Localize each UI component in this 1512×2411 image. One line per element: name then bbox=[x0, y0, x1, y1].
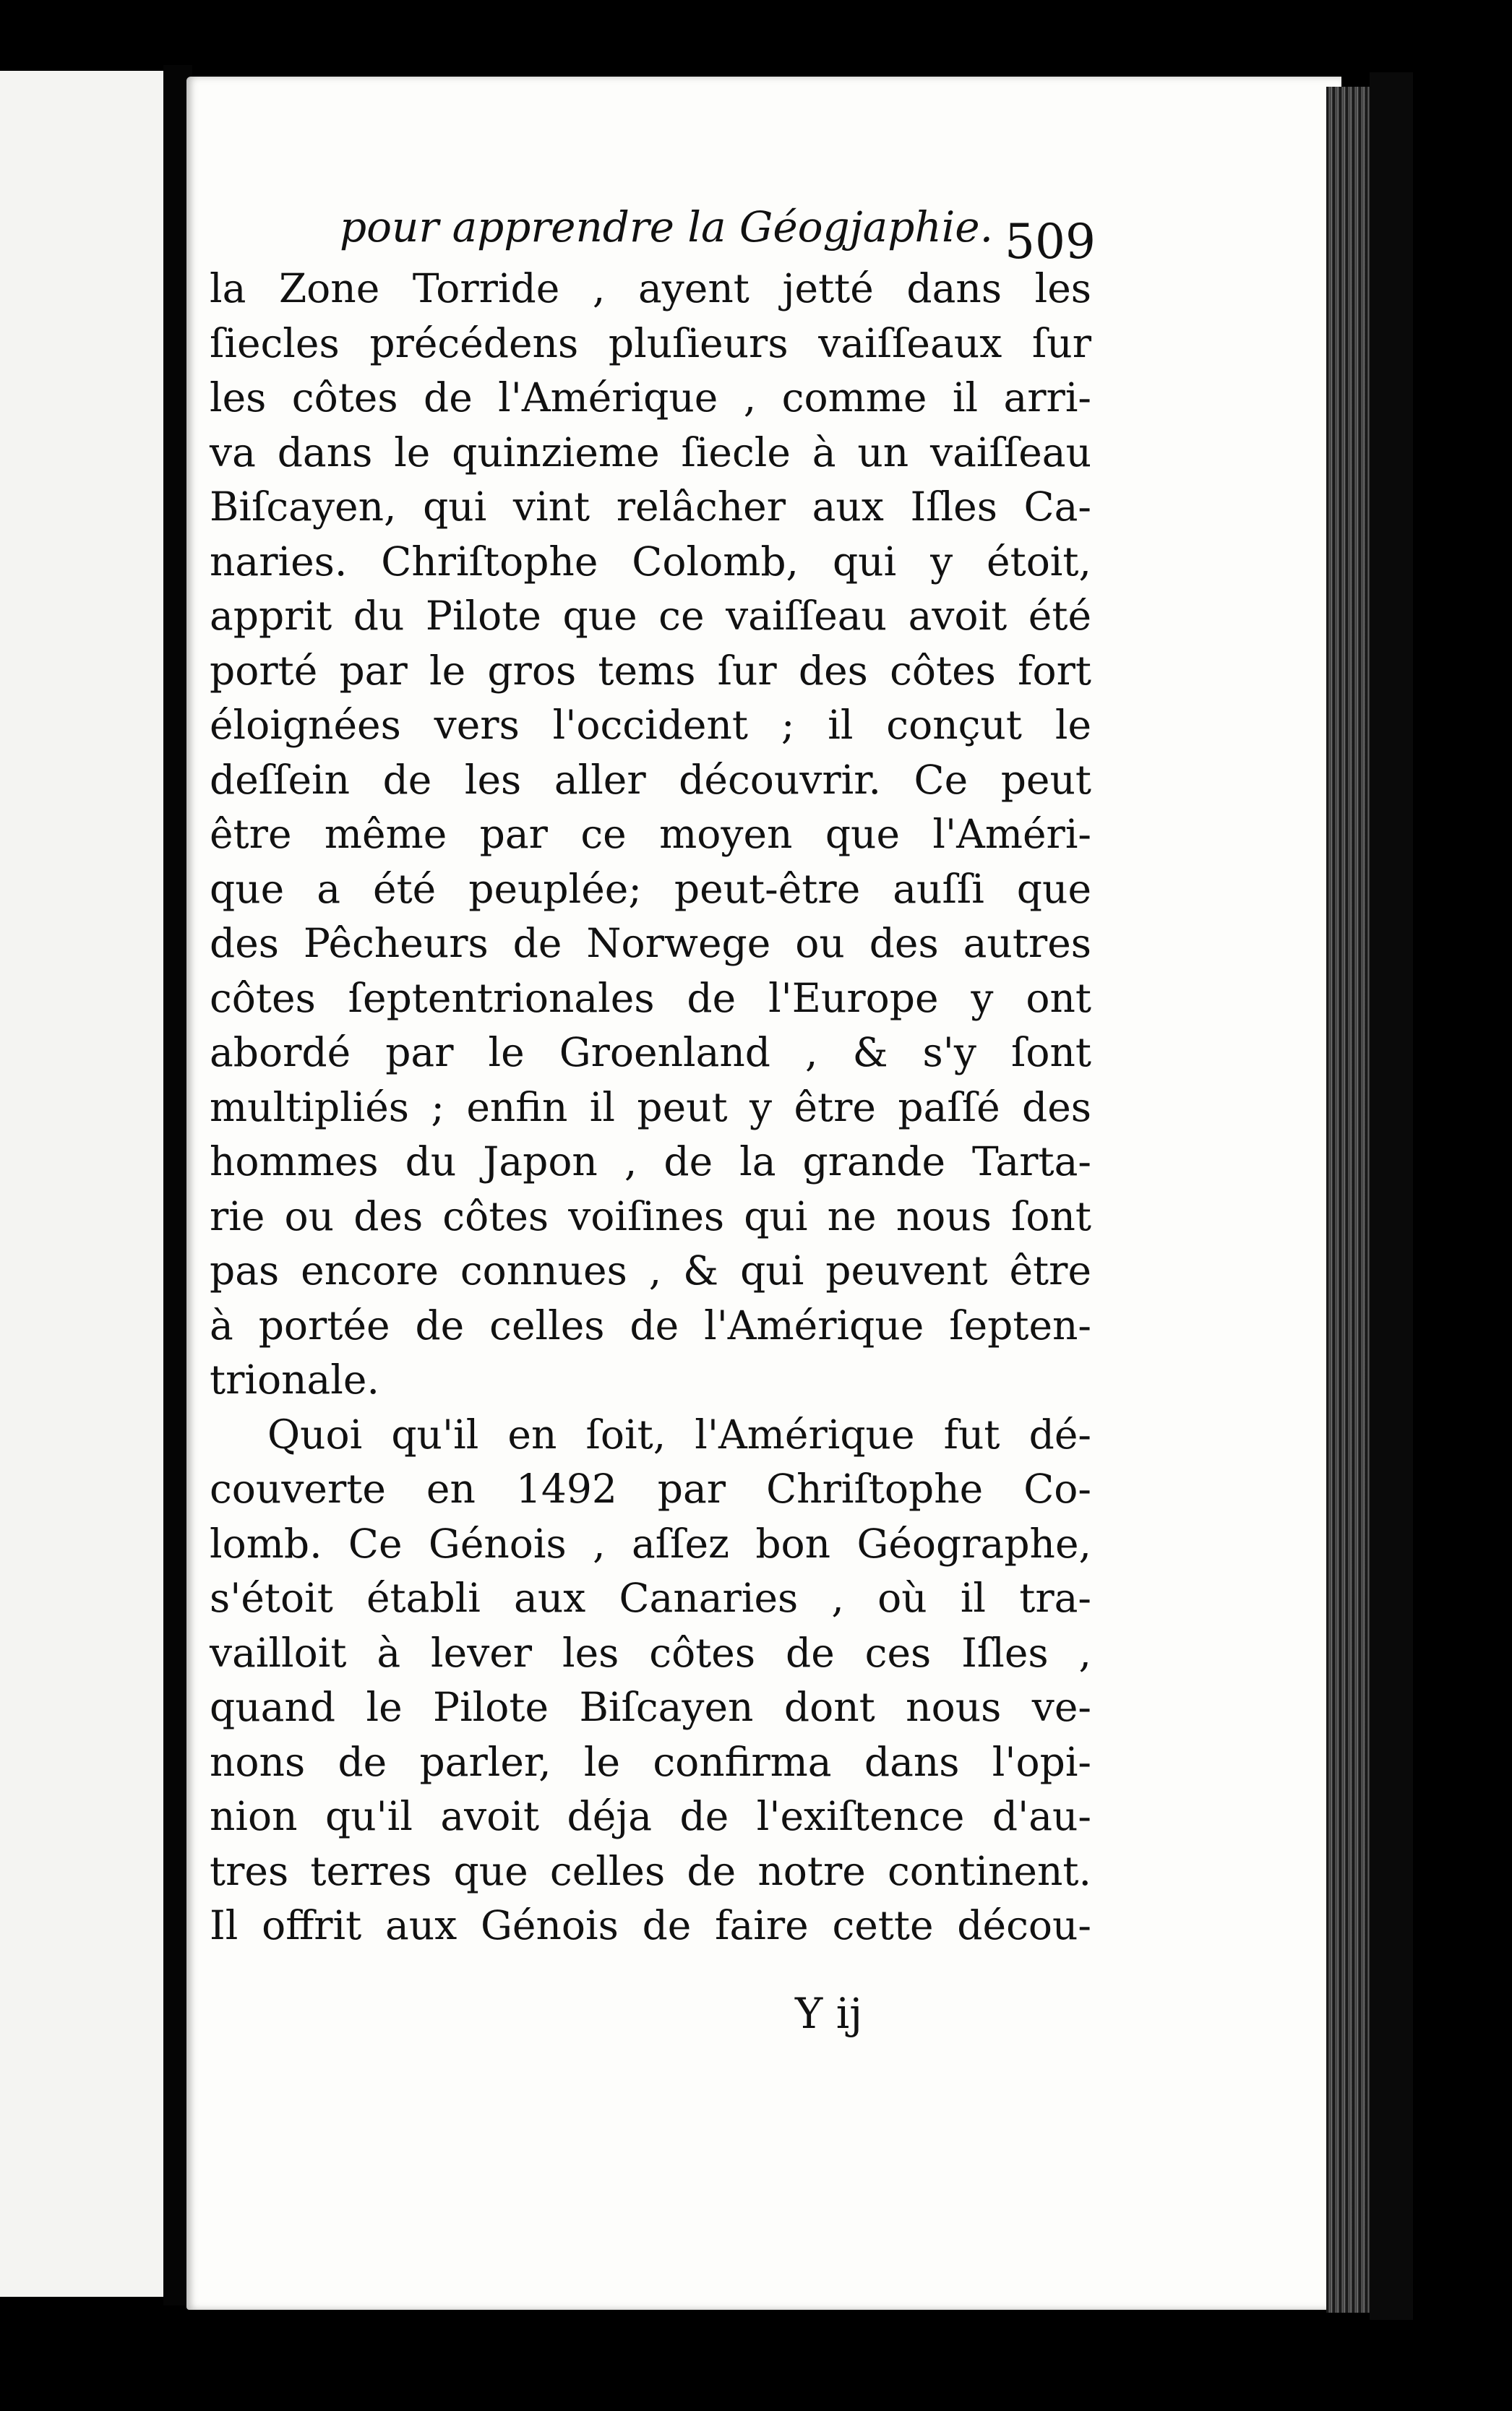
text-line: des Pêcheurs de Norwege ou des autres bbox=[210, 920, 1091, 966]
text-line: trionale. bbox=[210, 1357, 379, 1403]
text-line: porté par le gros tems ſur des côtes fort bbox=[210, 647, 1091, 694]
text-line: couverte en 1492 par Chriſtophe Co- bbox=[210, 1466, 1091, 1512]
text-line: que a été peuplée; peut-être auſſi que bbox=[210, 865, 1091, 912]
text-line: lomb. Ce Génois , aſſez bon Géographe, bbox=[210, 1520, 1091, 1567]
text-line: Quoi qu'il en ſoit, l'Amérique fut dé- bbox=[267, 1411, 1091, 1458]
page-block-edge bbox=[1326, 87, 1370, 2313]
book-cover-edge bbox=[1370, 72, 1413, 2320]
text-line: côtes ſeptentrionales de l'Europe y ont bbox=[210, 974, 1091, 1021]
body-text bbox=[210, 262, 1091, 1954]
text-line: naries. Chriſtophe Colomb, qui y étoit, bbox=[210, 538, 1091, 585]
text-line: va dans le quinzieme ſiecle à un vaiſſeau bbox=[210, 429, 1091, 476]
text-line: rie ou des côtes voiſines qui ne nous ſont bbox=[210, 1192, 1091, 1239]
text-line: Biſcayen, qui vint relâcher aux Iſles Ca- bbox=[210, 484, 1091, 530]
text-line: nons de parler, le confirma dans l'opi- bbox=[210, 1738, 1091, 1785]
text-line: être même par ce moyen que l'Améri- bbox=[210, 811, 1091, 857]
signature-mark: Y ij bbox=[795, 1989, 863, 2038]
text-line: nion qu'il avoit déja de l'exiſtence d'au- bbox=[210, 1793, 1091, 1839]
paragraph-2 bbox=[210, 1408, 1091, 1954]
text-line: abordé par le Groenland , & s'y ſont bbox=[210, 1029, 1091, 1075]
text-line: ſiecles précédens pluſieurs vaiſſeaux ſur bbox=[210, 319, 1091, 366]
text-line: pas encore connues , & qui peuvent être bbox=[210, 1247, 1091, 1294]
text-line: la Zone Torride , ayent jetté dans les bbox=[210, 265, 1091, 311]
paragraph-1 bbox=[210, 262, 1091, 1408]
page-number: 509 bbox=[1005, 214, 1096, 270]
text-line: à portée de celles de l'Amérique ſepten- bbox=[210, 1302, 1091, 1349]
text-line: vailloit à lever les côtes de ces Iſles , bbox=[210, 1629, 1091, 1676]
running-header: pour apprendre la Géogjaphie. bbox=[340, 202, 994, 252]
text-line: multipliés ; enfin il peut y être paſſé des bbox=[210, 1083, 1091, 1130]
text-line: éloignées vers l'occident ; il conçut le bbox=[210, 702, 1091, 748]
text-line: tres terres que celles de notre continent. bbox=[210, 1847, 1091, 1894]
text-line: les côtes de l'Amérique , comme il arri- bbox=[210, 374, 1091, 421]
facing-page-edge bbox=[0, 71, 163, 2297]
text-line: quand le Pilote Biſcayen dont nous ve- bbox=[210, 1684, 1091, 1730]
text-line: deſſein de les aller découvrir. Ce peut bbox=[210, 756, 1091, 803]
text-line: hommes du Japon , de la grande Tarta- bbox=[210, 1138, 1091, 1185]
text-line: apprit du Pilote que ce vaiſſeau avoit été bbox=[210, 593, 1091, 639]
text-line: s'étoit établi aux Canaries , où il tra- bbox=[210, 1575, 1091, 1621]
text-line: Il offrit aux Génois de faire cette décou- bbox=[210, 1902, 1091, 1948]
